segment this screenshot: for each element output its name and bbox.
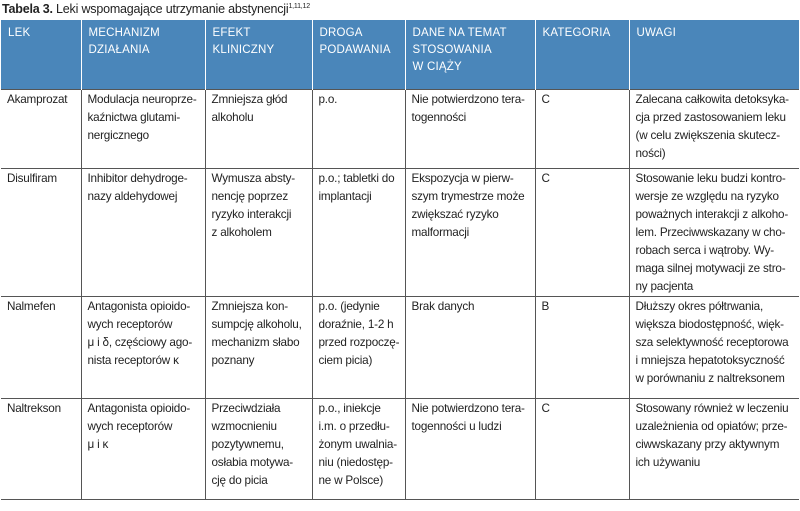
cell-efekt: Przeciwdziała wzmocnieniu pozytywnemu, osłabia motywa- cję do picia [205,398,312,499]
cell-mechanizm: Antagonista opioido- wych receptorów μ i δ, częściowy ago- nista receptorów κ [81,296,205,398]
header-ciaza: DANE NA TEMAT STOSOWANIA W CIĄŻY [405,20,535,89]
table-header-row [1,20,799,89]
caption-references: 1,11,12 [288,2,310,10]
table-row [1,296,799,398]
caption-title: Leki wspomagające utrzymanie abstynencji [52,2,289,16]
cell-uwagi: Dłuższy okres półtrwania, większa biodostępność, więk- sza selektywność receptorowa i mniejsza hepatotoksyczność w porównaniu z naltreksonem [629,296,799,398]
cell-lek: Akamprozat [1,89,81,168]
table-row [1,168,799,296]
cell-mechanizm: Antagonista opioido- wych receptorów μ i κ [81,398,205,499]
cell-kategoria: C [535,168,629,296]
caption-label: Tabela 3. [2,2,53,16]
header-droga: DROGA PODAWANIA [312,20,405,89]
table-row [1,398,799,499]
cell-uwagi: Stosowany również w leczeniu uzależnienia od opiatów; prze- ciwwskazany przy aktywnym ich używaniu [629,398,799,499]
cell-mechanizm: Inhibitor dehydroge- nazy aldehydowej [81,168,205,296]
header-lek: LEK [1,20,81,89]
cell-ciaza: Nie potwierdzono tera- togenności u ludzi [405,398,535,499]
cell-kategoria: C [535,398,629,499]
cell-droga: p.o. [312,89,405,168]
cell-kategoria: C [535,89,629,168]
cell-kategoria: B [535,296,629,398]
cell-lek: Disulfiram [1,168,81,296]
header-uwagi: UWAGI [629,20,799,89]
cell-droga: p.o., iniekcje i.m. o przedłu- żonym uwalnia- niu (niedostęp- ne w Polsce) [312,398,405,499]
table-caption [2,1,310,18]
cell-ciaza: Ekspozycja w pierw- szym trymestrze może zwiększać ryzyko malformacji [405,168,535,296]
header-efekt: EFEKT KLINICZNY [205,20,312,89]
cell-droga: p.o. (jedynie doraźnie, 1-2 h przed rozpoczę- ciem picia) [312,296,405,398]
cell-uwagi: Stosowanie leku budzi kontro- wersje ze względu na ryzyko poważnych interakcji z alkoho- lem. Przeciwwskazany w cho- robach serca i wątroby. Wy- maga silnej motywacji ze stro- ny pacjenta [629,168,799,296]
cell-efekt: Wymusza absty- nencję poprzez ryzyko interakcji z alkoholem [205,168,312,296]
cell-ciaza: Nie potwierdzono tera- togenności [405,89,535,168]
cell-ciaza: Brak danych [405,296,535,398]
cell-uwagi: Zalecana całkowita detoksyka- cja przed zastosowaniem leku (w celu zwiększenia skutecz- ności) [629,89,799,168]
cell-droga: p.o.; tabletki do implantacji [312,168,405,296]
cell-efekt: Zmniejsza kon- sumpcję alkoholu, mechanizm słabo poznany [205,296,312,398]
table-row [1,89,799,168]
cell-mechanizm: Modulacja neuroprze- kaźnictwa glutami- nergicznego [81,89,205,168]
drug-table [1,20,799,500]
cell-lek: Nalmefen [1,296,81,398]
header-mechanizm: MECHANIZM DZIAŁANIA [81,20,205,89]
header-kategoria: KATEGORIA [535,20,629,89]
cell-lek: Naltrekson [1,398,81,499]
cell-efekt: Zmniejsza głód alkoholu [205,89,312,168]
